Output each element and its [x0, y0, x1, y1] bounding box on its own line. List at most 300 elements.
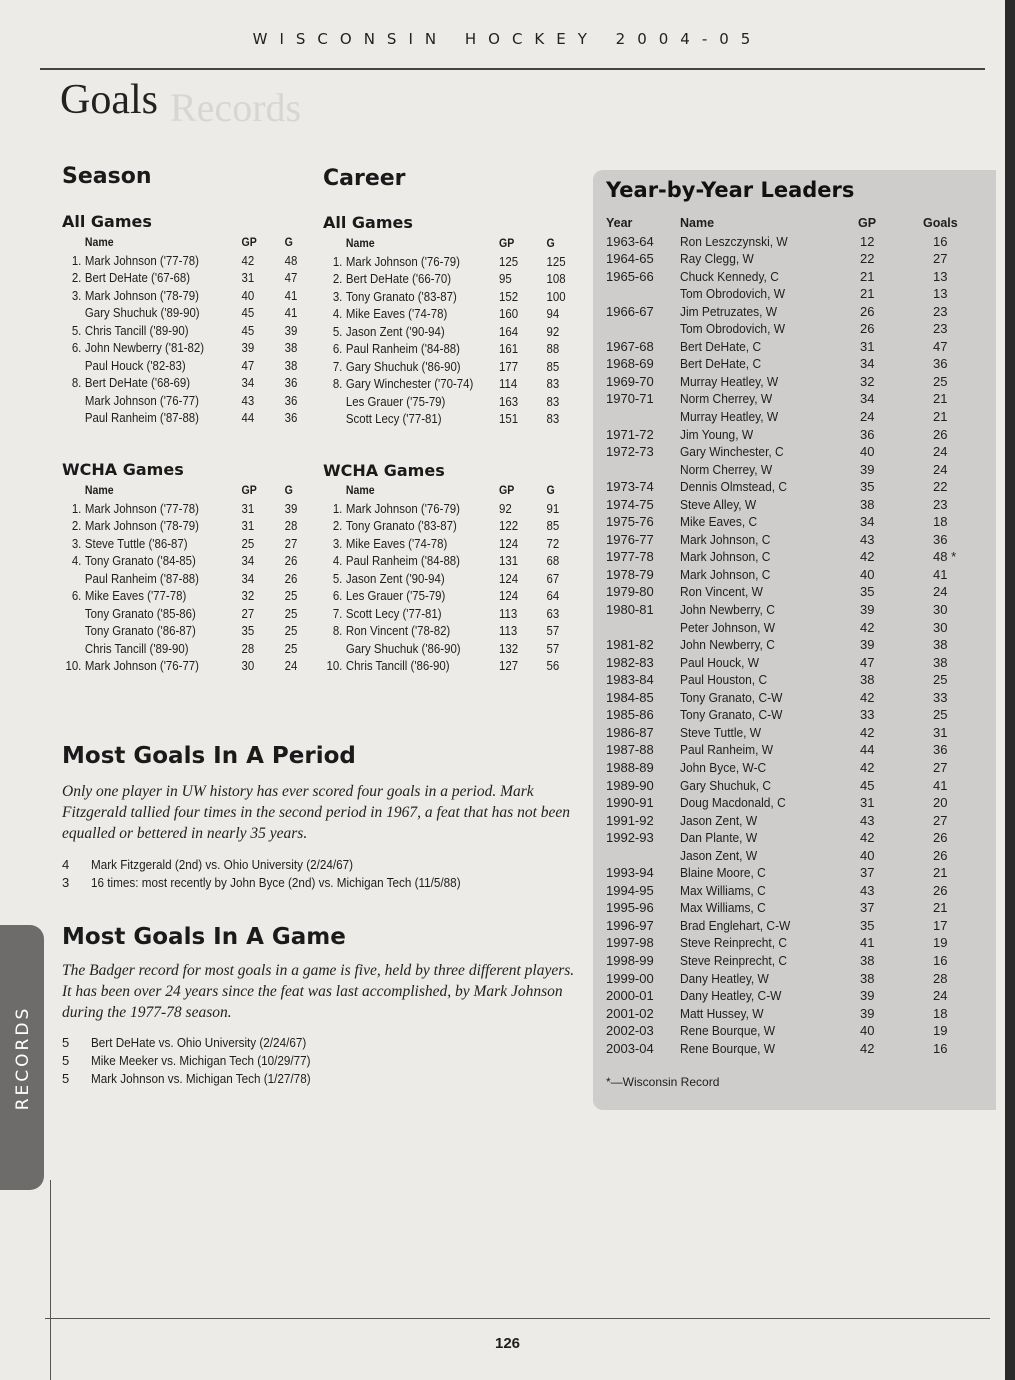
leader-name: Jason Zent, W	[680, 847, 758, 863]
rank: 4.	[71, 553, 82, 568]
rank: 8.	[71, 375, 82, 390]
season-year: 1992-93	[606, 830, 654, 846]
season-year: 1974-75	[606, 496, 654, 512]
page-number: 126	[494, 1335, 521, 1352]
goal-count: 5	[62, 1035, 70, 1050]
leader-name: Paul Houston, C	[680, 672, 768, 688]
col-header-gp: GP	[241, 483, 257, 497]
col-header-g: G	[284, 235, 293, 249]
player-name: Bert DeHate ('66-70)	[345, 271, 452, 286]
goals: 13	[933, 286, 948, 302]
goals: 36	[933, 742, 948, 758]
games-played: 22	[860, 251, 875, 267]
games-played: 122	[499, 518, 519, 533]
season-year: 1973-74	[606, 479, 654, 495]
goals: 19	[933, 935, 948, 951]
games-played: 38	[860, 970, 875, 986]
most-goals-period-title: Most Goals In A Period	[62, 743, 356, 769]
games-played: 39	[860, 461, 875, 477]
leader-name: Max Williams, C	[680, 882, 766, 898]
col-header-year: Year	[606, 216, 633, 230]
games-played: 40	[860, 566, 875, 582]
games-played: 39	[241, 340, 255, 355]
rank: 3.	[71, 287, 82, 303]
games-played: 28	[241, 640, 255, 656]
goals: 31	[933, 724, 948, 740]
leader-name: Rene Bourque, W	[680, 1040, 776, 1056]
goals: 91	[546, 500, 560, 516]
col-header-g: G	[546, 236, 555, 250]
leader-name: Norm Cherrey, W	[680, 461, 773, 477]
leader-name: Norm Cherrey, W	[680, 391, 773, 407]
season-year: 1995-96	[606, 900, 654, 916]
leader-name: Dany Heatley, W	[680, 970, 769, 986]
games-played: 31	[241, 518, 255, 533]
goals: 47	[284, 270, 298, 285]
col-header-name: Name	[680, 216, 715, 230]
games-played: 35	[860, 584, 875, 600]
games-played: 34	[860, 391, 875, 407]
goals: 38	[284, 340, 298, 355]
player-name: Mike Eaves ('74-78)	[345, 535, 448, 551]
goals: 68	[546, 553, 560, 568]
games-played: 42	[860, 1040, 875, 1056]
games-played: 39	[860, 1005, 875, 1021]
season-year: 1991-92	[606, 812, 654, 828]
goals: 38	[933, 637, 948, 653]
rank: 7.	[332, 605, 343, 621]
games-played: 21	[860, 286, 875, 302]
section-tab-label: RECORDS	[13, 1005, 33, 1111]
games-played: 45	[241, 305, 255, 320]
rank: 8.	[332, 623, 343, 638]
goals: 25	[284, 640, 298, 656]
record-text: Bert DeHate vs. Ohio University (2/24/67)	[91, 1035, 307, 1050]
leader-name: Bert DeHate, C	[680, 356, 762, 372]
goals: 48 *	[933, 549, 957, 565]
goals: 67	[546, 570, 560, 586]
games-played: 42	[860, 619, 875, 635]
player-name: Steve Tuttle ('86-87)	[84, 535, 188, 551]
games-played: 44	[860, 742, 875, 758]
season-year: 1994-95	[606, 882, 654, 898]
games-played: 113	[499, 623, 518, 638]
goals: 41	[284, 305, 298, 320]
goals: 27	[933, 251, 948, 267]
season-year: 1976-77	[606, 531, 654, 547]
season-year: 1968-69	[606, 356, 654, 372]
leader-name: Dany Heatley, C-W	[680, 988, 782, 1004]
leader-name: Matt Hussey, W	[680, 1005, 764, 1021]
player-name: Mike Eaves ('74-78)	[345, 306, 448, 321]
goals: 88	[546, 341, 560, 356]
goals: 19	[933, 1023, 948, 1039]
leader-name: John Newberry, C	[680, 637, 775, 653]
goals: 85	[546, 358, 560, 374]
career-all-games-title: All Games	[323, 213, 413, 232]
player-name: Paul Houck ('82-83)	[84, 357, 186, 373]
goals: 85	[546, 518, 560, 533]
season-year: 1993-94	[606, 865, 654, 881]
season-year: 1988-89	[606, 759, 654, 775]
games-played: 131	[499, 553, 519, 568]
games-played: 35	[241, 623, 255, 638]
games-played: 38	[860, 672, 875, 688]
season-year: 1987-88	[606, 742, 654, 758]
goals: 108	[546, 271, 566, 286]
rank: 3.	[332, 535, 343, 551]
season-year: 1990-91	[606, 795, 654, 811]
goals: 25	[284, 588, 298, 603]
games-played: 31	[860, 338, 875, 354]
rank: 2.	[332, 271, 343, 286]
goals: 24	[933, 988, 948, 1004]
rank: 4.	[332, 553, 343, 568]
goals: 18	[933, 514, 948, 530]
goals: 100	[546, 288, 566, 304]
player-name: Paul Ranheim ('87-88)	[84, 570, 199, 586]
games-played: 33	[860, 707, 875, 723]
rank: 5.	[71, 322, 82, 338]
games-played: 32	[860, 373, 875, 389]
goals: 39	[284, 322, 298, 338]
season-year: 1989-90	[606, 777, 654, 793]
games-played: 35	[860, 479, 875, 495]
season-year: 1979-80	[606, 584, 654, 600]
goals: 36	[284, 375, 298, 390]
player-name: Jason Zent ('90-94)	[345, 570, 445, 586]
goals: 24	[933, 461, 948, 477]
goals: 94	[546, 306, 560, 321]
most-goals-game-title: Most Goals In A Game	[62, 924, 346, 950]
games-played: 40	[860, 444, 875, 460]
leader-name: Max Williams, C	[680, 900, 766, 916]
leader-name: Chuck Kennedy, C	[680, 268, 779, 284]
player-name: Mark Johnson ('78-79)	[84, 287, 199, 303]
player-name: Mark Johnson ('77-78)	[84, 500, 199, 516]
games-played: 45	[860, 777, 875, 793]
rank: 6.	[332, 341, 343, 356]
player-name: Tony Granato ('86-87)	[84, 623, 196, 638]
leader-name: Rene Bourque, W	[680, 1023, 776, 1039]
games-played: 25	[241, 535, 255, 551]
games-played: 163	[499, 393, 519, 409]
games-played: 26	[860, 303, 875, 319]
goals: 41	[933, 566, 948, 582]
season-year: 1980-81	[606, 602, 654, 618]
goals: 36	[284, 392, 298, 408]
season-year: 1965-66	[606, 268, 654, 284]
leader-name: Tom Obrodovich, W	[680, 286, 786, 302]
rank: 6.	[71, 340, 82, 355]
rank: 1.	[332, 253, 343, 269]
rank: 1.	[71, 500, 82, 516]
record-text: Mark Fitzgerald (2nd) vs. Ohio University (2/24/67)	[91, 857, 354, 872]
col-header-gp: GP	[499, 483, 515, 497]
goals: 18	[933, 1005, 948, 1021]
goals: 41	[284, 287, 298, 303]
games-played: 124	[499, 535, 519, 551]
leader-name: Dennis Olmstead, C	[680, 479, 788, 495]
goals: 41	[933, 777, 948, 793]
season-year: 1978-79	[606, 566, 654, 582]
games-played: 31	[860, 795, 875, 811]
leader-name: Steve Alley, W	[680, 496, 757, 512]
year-by-year-footnote: *—Wisconsin Record	[606, 1075, 720, 1089]
player-name: Tony Granato ('83-87)	[345, 518, 457, 533]
goals: 57	[546, 640, 560, 656]
goals: 21	[933, 900, 948, 916]
games-played: 132	[499, 640, 519, 656]
leader-name: Tony Granato, C-W	[680, 707, 783, 723]
games-played: 42	[860, 724, 875, 740]
games-played: 32	[241, 588, 255, 603]
games-played: 31	[241, 270, 255, 285]
goals: 23	[933, 321, 948, 337]
rank: 4.	[332, 306, 343, 321]
player-name: Bert DeHate ('68-69)	[84, 375, 191, 390]
season-year: 2001-02	[606, 1005, 654, 1021]
leader-name: John Byce, W-C	[680, 759, 767, 775]
games-played: 38	[860, 496, 875, 512]
leader-name: Peter Johnson, W	[680, 619, 776, 635]
leader-name: Ray Clegg, W	[680, 251, 754, 267]
leader-name: Mark Johnson, C	[680, 549, 771, 565]
goals: 26	[933, 882, 948, 898]
leader-name: Jason Zent, W	[680, 812, 758, 828]
season-year: 1984-85	[606, 689, 654, 705]
most-goals-period-text: Only one player in UW history has ever scored four goals in a period. Mark Fitzgerald tallied four times in the second period in 1967, a feat that has not been equalled or bettered in nearly 35 years.	[62, 783, 571, 842]
leader-name: Dan Plante, W	[680, 830, 758, 846]
season-wcha-title: WCHA Games	[62, 460, 184, 479]
season-year: 1971-72	[606, 426, 654, 442]
season-year: 1997-98	[606, 935, 654, 951]
goals: 24	[933, 584, 948, 600]
player-name: Gary Winchester ('70-74)	[345, 376, 474, 391]
goal-count: 5	[62, 1071, 70, 1086]
games-played: 39	[860, 602, 875, 618]
games-played: 113	[499, 605, 518, 621]
games-played: 30	[241, 658, 255, 673]
games-played: 34	[241, 375, 255, 390]
col-header-g: G	[546, 483, 555, 497]
games-played: 12	[860, 233, 875, 249]
record-text: 16 times: most recently by John Byce (2nd) vs. Michigan Tech (11/5/88)	[91, 875, 461, 890]
games-played: 42	[860, 549, 875, 565]
rank: 10.	[65, 658, 82, 673]
goals: 27	[933, 812, 948, 828]
leader-name: Steve Reinprecht, C	[680, 935, 788, 951]
player-name: Mark Johnson ('77-78)	[84, 252, 199, 268]
season-year: 1999-00	[606, 970, 654, 986]
games-played: 42	[241, 252, 255, 268]
player-name: Chris Tancill ('89-90)	[84, 640, 189, 656]
player-name: Chris Tancill ('89-90)	[84, 322, 189, 338]
goals: 23	[933, 303, 948, 319]
player-name: Mark Johnson ('76-79)	[345, 500, 460, 516]
goals: 83	[546, 393, 560, 409]
goals: 72	[546, 535, 560, 551]
goals: 21	[933, 865, 948, 881]
season-year: 1986-87	[606, 724, 654, 740]
season-year: 2000-01	[606, 988, 654, 1004]
goals: 83	[546, 376, 560, 391]
leader-name: John Newberry, C	[680, 602, 775, 618]
running-head: WISCONSIN HOCKEY 2004-05	[252, 30, 763, 48]
games-played: 124	[499, 570, 519, 586]
season-all-games-title: All Games	[62, 212, 152, 231]
goals: 83	[546, 411, 560, 426]
goals: 24	[933, 444, 948, 460]
season-year: 2003-04	[606, 1040, 654, 1056]
goals: 26	[284, 570, 298, 586]
record-text: Mike Meeker vs. Michigan Tech (10/29/77)	[91, 1053, 311, 1068]
leader-name: Mike Eaves, C	[680, 514, 758, 530]
player-name: Mark Johnson ('76-77)	[84, 658, 199, 673]
player-name: Tony Granato ('84-85)	[84, 553, 196, 568]
games-played: 34	[241, 553, 255, 568]
col-header-name: Name	[84, 235, 114, 249]
rank: 2.	[71, 270, 82, 285]
games-played: 38	[860, 952, 875, 968]
player-name: Mark Johnson ('76-79)	[345, 253, 460, 269]
games-played: 160	[499, 306, 519, 321]
goals: 39	[284, 500, 298, 516]
games-played: 44	[241, 410, 255, 425]
player-name: Mark Johnson ('78-79)	[84, 518, 199, 533]
leader-name: Steve Reinprecht, C	[680, 952, 788, 968]
player-name: Paul Ranheim ('84-88)	[345, 341, 460, 356]
games-played: 39	[860, 988, 875, 1004]
col-header-g: G	[284, 483, 293, 497]
goals: 25	[933, 373, 948, 389]
rank: 2.	[71, 518, 82, 533]
games-played: 42	[860, 689, 875, 705]
career-wcha-title: WCHA Games	[323, 461, 445, 480]
col-header-name: Name	[345, 236, 375, 250]
games-played: 37	[860, 865, 875, 881]
games-played: 35	[860, 917, 875, 933]
goals: 36	[933, 531, 948, 547]
page-title: Goals	[60, 77, 158, 123]
rank: 5.	[332, 570, 343, 586]
games-played: 24	[860, 409, 875, 425]
header-rule	[40, 68, 985, 70]
season-year: 1972-73	[606, 444, 654, 460]
goals: 21	[933, 409, 948, 425]
col-header-goals: Goals	[923, 216, 958, 230]
games-played: 34	[241, 570, 255, 586]
goals: 36	[284, 410, 298, 425]
games-played: 177	[499, 358, 519, 374]
leader-name: Jim Young, W	[680, 426, 754, 442]
goal-count: 4	[62, 857, 70, 872]
games-played: 43	[241, 392, 255, 408]
record-text: Mark Johnson vs. Michigan Tech (1/27/78)	[91, 1071, 311, 1086]
games-played: 40	[860, 847, 875, 863]
leader-name: Gary Winchester, C	[680, 444, 784, 460]
ghost-title: Records	[170, 85, 302, 130]
goal-count: 3	[62, 875, 70, 890]
season-year: 1964-65	[606, 251, 654, 267]
rank: 1.	[71, 252, 82, 268]
goals: 64	[546, 588, 560, 603]
col-header-gp: GP	[858, 216, 877, 230]
leader-name: Mark Johnson, C	[680, 566, 771, 582]
col-header-name: Name	[345, 483, 375, 497]
leader-name: Brad Englehart, C-W	[680, 917, 791, 933]
season-year: 1975-76	[606, 514, 654, 530]
games-played: 27	[241, 605, 255, 621]
player-name: Scott Lecy ('77-81)	[345, 411, 442, 426]
leader-name: Tony Granato, C-W	[680, 689, 783, 705]
player-name: Gary Shuchuk ('89-90)	[84, 305, 200, 320]
games-played: 26	[860, 321, 875, 337]
games-played: 47	[860, 654, 875, 670]
goals: 26	[284, 553, 298, 568]
goals: 16	[933, 952, 948, 968]
leader-name: Doug Macdonald, C	[680, 795, 786, 811]
games-played: 31	[241, 500, 255, 516]
goals: 24	[284, 658, 298, 673]
season-year: 1977-78	[606, 549, 654, 565]
player-name: Paul Ranheim ('87-88)	[84, 410, 199, 425]
goals: 25	[933, 707, 948, 723]
goals: 16	[933, 1040, 948, 1056]
games-played: 95	[499, 271, 512, 286]
footer-rule	[45, 1318, 990, 1319]
player-name: Bert DeHate ('67-68)	[84, 270, 191, 285]
player-name: John Newberry ('81-82)	[84, 340, 205, 355]
rank: 3.	[332, 288, 343, 304]
goals: 28	[933, 970, 948, 986]
player-name: Gary Shuchuk ('86-90)	[345, 358, 461, 374]
player-name: Gary Shuchuk ('86-90)	[345, 640, 461, 656]
games-played: 125	[499, 253, 519, 269]
games-played: 42	[860, 830, 875, 846]
leader-name: Paul Ranheim, W	[680, 742, 774, 758]
season-year: 1969-70	[606, 373, 654, 389]
career-title: Career	[323, 166, 406, 191]
season-year: 1982-83	[606, 654, 654, 670]
games-played: 124	[499, 588, 519, 603]
rank: 2.	[332, 518, 343, 533]
leader-name: Steve Tuttle, W	[680, 724, 762, 740]
leader-name: Paul Houck, W	[680, 654, 760, 670]
player-name: Les Grauer ('75-79)	[345, 393, 446, 409]
games-played: 42	[860, 759, 875, 775]
goals: 30	[933, 602, 948, 618]
season-year: 1967-68	[606, 338, 654, 354]
games-played: 34	[860, 514, 875, 530]
player-name: Scott Lecy ('77-81)	[345, 605, 442, 621]
games-played: 21	[860, 268, 875, 284]
player-name: Ron Vincent ('78-82)	[345, 623, 451, 638]
games-played: 40	[860, 1023, 875, 1039]
games-played: 127	[499, 658, 519, 673]
player-name: Jason Zent ('90-94)	[345, 323, 445, 339]
goals: 13	[933, 268, 948, 284]
games-played: 43	[860, 531, 875, 547]
player-name: Paul Ranheim ('84-88)	[345, 553, 460, 568]
goals: 25	[284, 623, 298, 638]
games-played: 114	[499, 376, 518, 391]
goals: 57	[546, 623, 560, 638]
season-year: 1996-97	[606, 917, 654, 933]
season-year: 1998-99	[606, 952, 654, 968]
games-played: 164	[499, 323, 519, 339]
col-header-gp: GP	[499, 236, 515, 250]
